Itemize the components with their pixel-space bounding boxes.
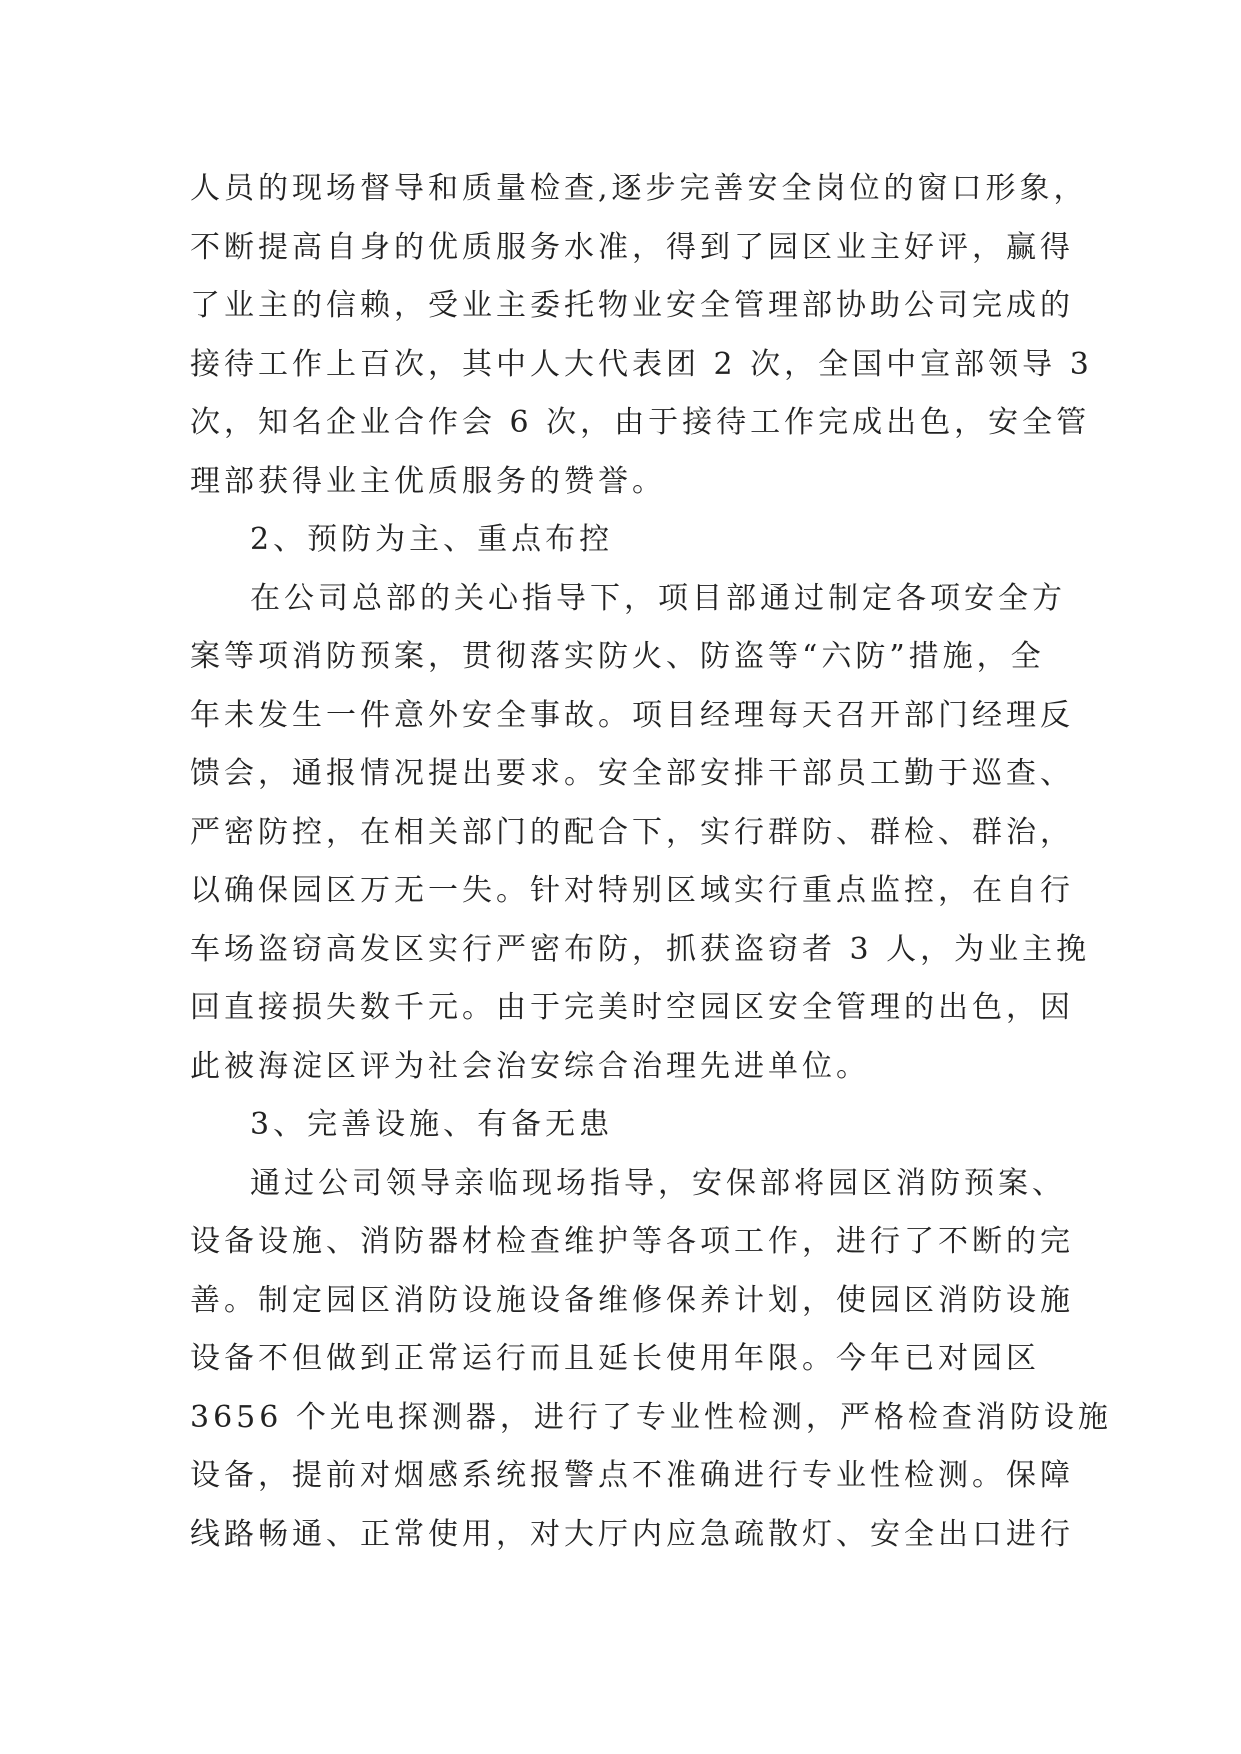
text-line: 人员的现场督导和质量检查,逐步完善安全岗位的窗口形象， bbox=[190, 171, 1088, 206]
document-body bbox=[190, 160, 1112, 1564]
text-line: 通过公司领导亲临现场指导，安保部将园区消防预案、 bbox=[250, 1165, 1066, 1201]
text-line: 理部获得业主优质服务的赞誉。 bbox=[190, 463, 666, 499]
text-line: 回直接损失数千元。由于完美时空园区安全管理的出色，因 bbox=[190, 990, 1074, 1025]
text-line: 车场盗窃高发区实行严密布防，抓获盗窃者 3 人，为业主挽 bbox=[190, 931, 1091, 967]
text-line: 设备设施、消防器材检查维护等各项工作，进行了不断的完 bbox=[190, 1224, 1074, 1259]
text-line: 馈会，通报情况提出要求。安全部安排干部员工勤于巡查、 bbox=[190, 756, 1074, 791]
text-line: 接待工作上百次，其中人大代表团 2 次，全国中宣部领导 3 bbox=[190, 346, 1093, 382]
text-line: 在公司总部的关心指导下，项目部通过制定各项安全方 bbox=[250, 580, 1066, 616]
text-line: 以确保园区万无一失。针对特别区域实行重点监控，在自行 bbox=[190, 873, 1074, 908]
text-line: 了业主的信赖，受业主委托物业安全管理部协助公司完成的 bbox=[190, 288, 1074, 323]
text-line: 善。制定园区消防设施设备维修保养计划，使园区消防设施 bbox=[190, 1282, 1074, 1318]
section-heading: 2、预防为主、重点布控 bbox=[250, 522, 614, 557]
text-line: 年未发生一件意外安全事故。项目经理每天召开部门经理反 bbox=[190, 697, 1074, 733]
text-line: 次，知名企业合作会 6 次，由于接待工作完成出色，安全管 bbox=[190, 405, 1091, 440]
text-line: 设备，提前对烟感系统报警点不准确进行专业性检测。保障 bbox=[190, 1458, 1074, 1493]
text-line: 此被海淀区评为社会治安综合治理先进单位。 bbox=[190, 1048, 870, 1084]
text-line: 严密防控，在相关部门的配合下，实行群防、群检、群治， bbox=[190, 814, 1074, 850]
text-line: 设备不但做到正常运行而且延长使用年限。今年已对园区 bbox=[190, 1341, 1040, 1376]
text-line: 案等项消防预案，贯彻落实防火、防盗等“六防”措施，全 bbox=[190, 639, 1045, 674]
text-line: 3656 个光电探测器，进行了专业性检测，严格检查消防设施 bbox=[190, 1399, 1112, 1435]
text-line: 线路畅通、正常使用，对大厅内应急疏散灯、安全出口进行 bbox=[190, 1516, 1074, 1552]
text-line: 不断提高自身的优质服务水准，得到了园区业主好评，赢得 bbox=[190, 229, 1074, 265]
section-heading: 3、完善设施、有备无患 bbox=[250, 1107, 614, 1142]
